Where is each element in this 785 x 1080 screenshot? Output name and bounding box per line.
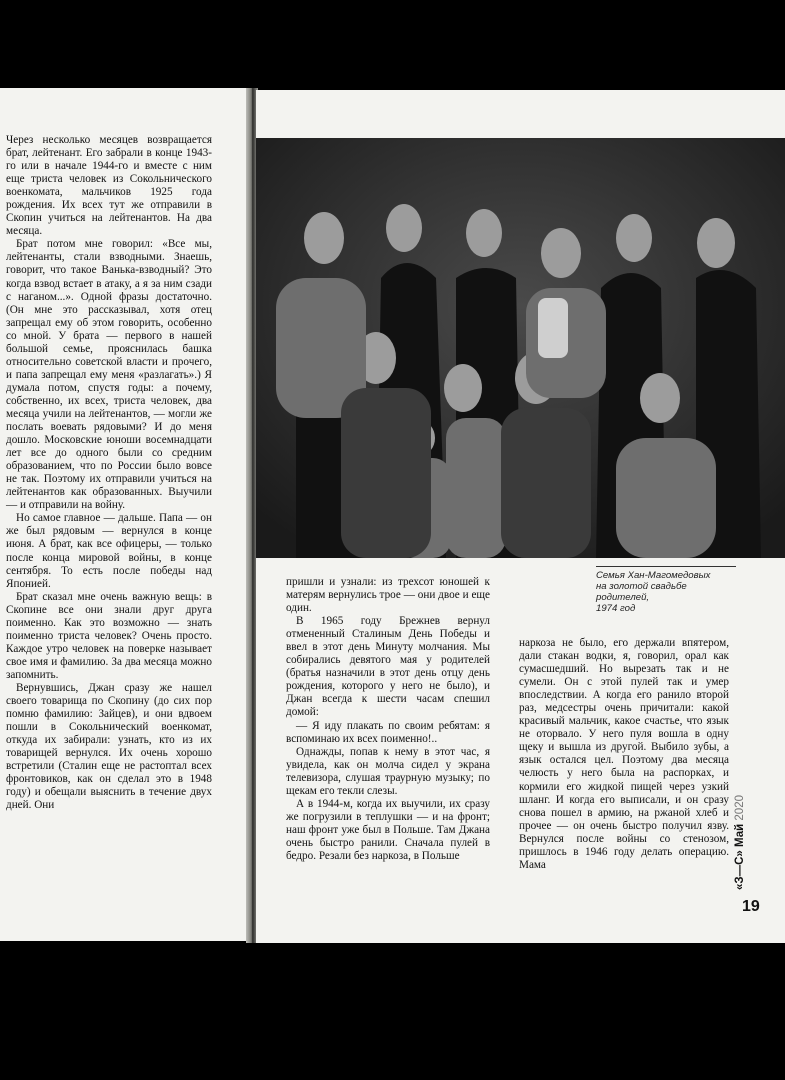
photo-caption	[596, 566, 736, 614]
issue-year: 2020	[734, 795, 746, 821]
paragraph: А в 1944-м, когда их выучили, их сразу же погрузили в теплушки — и на фронт; наш фронт уже был в Польше. Там Джана очень быстро ранили. Сначала пулей в бедро. Резали без наркоза, в Польше	[286, 797, 490, 862]
paragraph: Брат сказал мне очень важную вещь: в Скопине все они знали друг друга поименно. Как это возможно — знать поименно триста человек? Очень просто. Каждое утро человек на поверке называет свое имя и фамилию. За два месяца можно запомнить.	[6, 590, 212, 681]
running-head	[734, 740, 746, 890]
paragraph: Но самое главное — дальше. Папа — он же был рядовым — вернулся в конце июня. А брат, как все офицеры, — только после конца мировой войны, в конце сентября. То есть после победы над Японией.	[6, 512, 212, 590]
caption-line: родителей,	[596, 592, 650, 603]
magazine-name: «З—С»	[734, 850, 746, 890]
paragraph: Однажды, попав к нему в этот час, я увидела, как он молча сидел у экрана телевизора, слушая траурную музыку; по щекам его текли слезы.	[286, 745, 490, 797]
caption-line: Семья Хан-Магомедовых	[596, 570, 711, 581]
left-page	[0, 88, 248, 941]
right-page	[256, 90, 785, 943]
caption-line: 1974 год	[596, 603, 636, 614]
page-number: 19	[742, 898, 760, 915]
caption-line: на золотой свадьбе	[596, 581, 687, 592]
paragraph: Брат потом мне говорил: «Все мы, лейтенанты, стали взводными. Знаешь, говорит, что такое Ванька-взводный? Это когда взвод встает в атаку, а я за ним сзади с наганом...». Одной фразы достаточно. (Он мне это рассказывал, хотя отец запрещал ему об этом говорить, особенно со мной. У брата — первого в нашей большой семье, прояснилась башка относительно советской власти и прочего, и папа запрещал ему меня «разлагать».) Я думала потом, спустя годы: а почему, собственно, их всех, триста человек, два месяца учили на лейтенантов, — могли же послать воевать рядовыми? И до меня дошло. Московские юноши восемнадцати лет все до одного были со средним образованием, что по России было вовсе не так. Поэтому их отправили учиться на лейтенантов как образованных. Выучили — и отправили на войну.	[6, 238, 212, 512]
paragraph: наркоза не было, его держали впятером, дали стакан водки, я, говорил, орал как сумасшедший. Но вырезать так и не сумели. Он с этой пулей так и умер впоследствии. А когда его ранило второй раз, медсестры очень причитали: какой красивый мальчик, какое счастье, что язык не оторвало. У него пуля вошла в одну щеку и вышла из другой. Выбило зубы, а язык остался цел. Поэтому два месяца челюсть у него была на распорках, и кормили его жидкой пищей через узкий шланг. И когда его выписали, и он сразу снова пошел в армию, на ржаной хлеб и прочее — он очень быстро получил язву. Вернулся после войны со стенозом, пришлось в 1946 году делать операцию. Мама	[519, 637, 729, 871]
paragraph: Вернувшись, Джан сразу же нашел своего товарища по Скопину (до сих пор помню фамилию: Зайцев), и они вдвоем пошли в Сокольнический военкомат, откуда их забирали: узнать, кто из их товарищей вернулся. Их очень хорошо встретили (Сталин еще не растоптал всех фронтовиков, как он сделал это в 1948 году) и обещали выяснить в течение двух дней. Они	[6, 681, 212, 812]
middle-text-column	[286, 576, 490, 863]
paragraph: Через несколько месяцев возвращается брат, лейтенант. Его забрали в конце 1943-го или в начале 1944-го и вместе с ним еще триста человек из Сокольнического военкомата, мальчиков 1925 года рождения. Их всех тут же отправили в Скопин учиться на лейтенантов. На два месяца.	[6, 134, 212, 238]
issue-month: Май	[734, 823, 746, 847]
family-photo	[256, 138, 785, 558]
paragraph: пришли и узнали: из трехсот юношей к матерям вернулись трое — они двое и еще один.	[286, 576, 490, 615]
paragraph: В 1965 году Брежнев вернул отмененный Сталиным День Победы и ввел в этот день Минуту молчания. Мы собирались девятого мая у родителей (братья назначили в этот день отцу день рождения, которого у него не было), и Джан всегда к шести часам спешил домой:	[286, 615, 490, 719]
paragraph: — Я иду плакать по своим ребятам: я вспоминаю их всех поименно!..	[286, 719, 490, 745]
left-text-column	[6, 134, 212, 812]
family-photo-image	[256, 138, 785, 558]
right-text-column	[519, 637, 729, 872]
